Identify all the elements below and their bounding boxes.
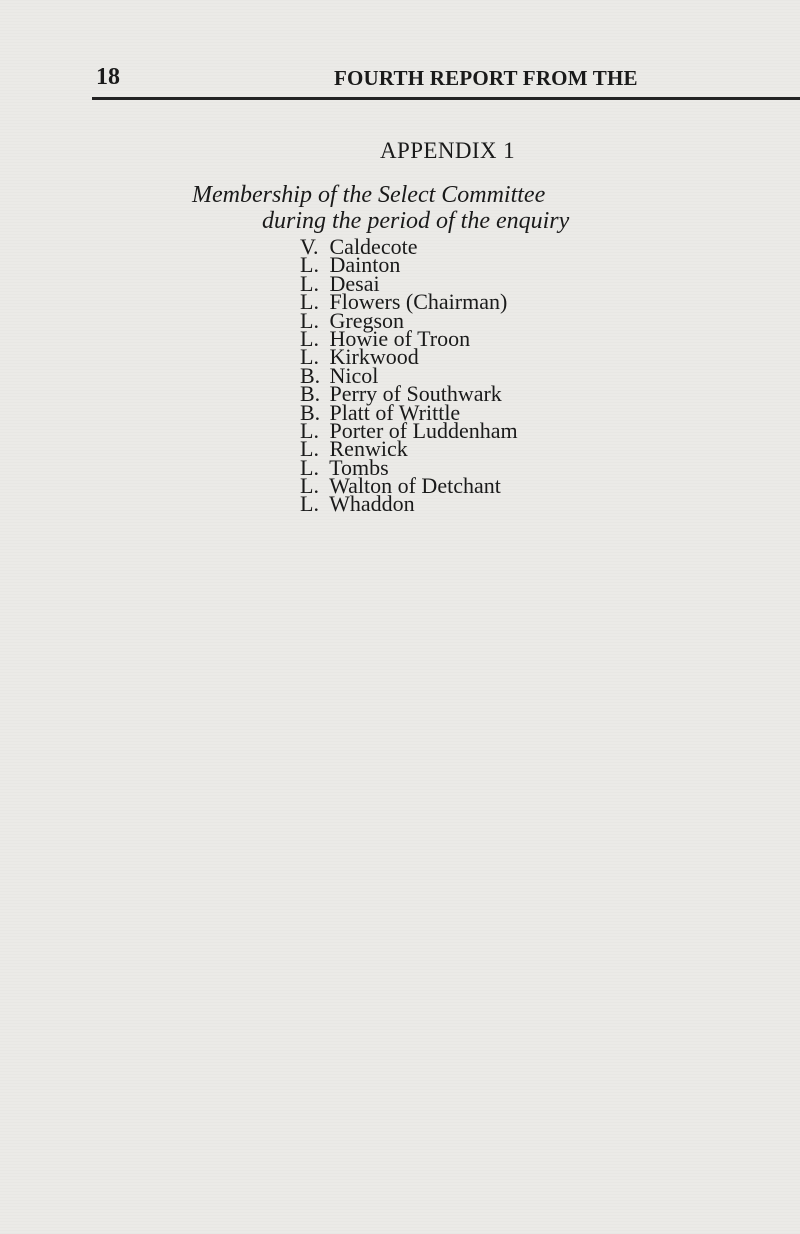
member-name: Desai — [329, 270, 380, 296]
member-name: Howie of Troon — [329, 325, 471, 351]
page-number: 18 — [96, 64, 120, 90]
running-head: FOURTH REPORT FROM THE — [334, 66, 638, 90]
member-rank: L. — [300, 473, 319, 499]
appendix-title: APPENDIX 1 — [380, 138, 515, 163]
committee-member-list — [300, 234, 518, 517]
appendix-subtitle-line-2: during the period of the enquiry — [262, 208, 570, 234]
member-name: Gregson — [329, 307, 405, 333]
member-name: Perry of Southwark — [329, 381, 502, 407]
member-rank: L. — [300, 307, 319, 333]
member-rank: L. — [300, 491, 319, 517]
member-rank: L. — [300, 344, 319, 370]
member-name: Walton of Detchant — [329, 473, 501, 499]
member-name: Porter of Luddenham — [329, 417, 518, 443]
member-name: Nicol — [329, 362, 379, 388]
member-rank: L. — [300, 325, 319, 351]
member-name: Platt of Writtle — [329, 399, 461, 425]
header-rule — [92, 97, 800, 100]
member-rank: B. — [300, 399, 321, 425]
member-name: Tombs — [329, 454, 389, 480]
member-rank: L. — [300, 252, 319, 278]
member-rank: L. — [300, 417, 319, 443]
member-rank: L. — [300, 454, 319, 480]
member-rank: L. — [300, 289, 319, 315]
member-rank: B. — [300, 381, 321, 407]
member-rank: B. — [300, 362, 321, 388]
member-name: Flowers (Chairman) — [329, 289, 508, 315]
member-rank: L. — [300, 436, 319, 462]
member-rank: V. — [300, 234, 319, 259]
member-name: Whaddon — [329, 491, 415, 517]
member-rank: L. — [300, 270, 319, 296]
appendix-subtitle-line-1: Membership of the Select Committee — [192, 182, 546, 208]
member-name: Dainton — [329, 252, 401, 278]
member-name: Renwick — [329, 436, 408, 462]
member-item — [300, 491, 518, 517]
member-name: Caldecote — [329, 234, 418, 259]
member-name: Kirkwood — [329, 344, 419, 370]
